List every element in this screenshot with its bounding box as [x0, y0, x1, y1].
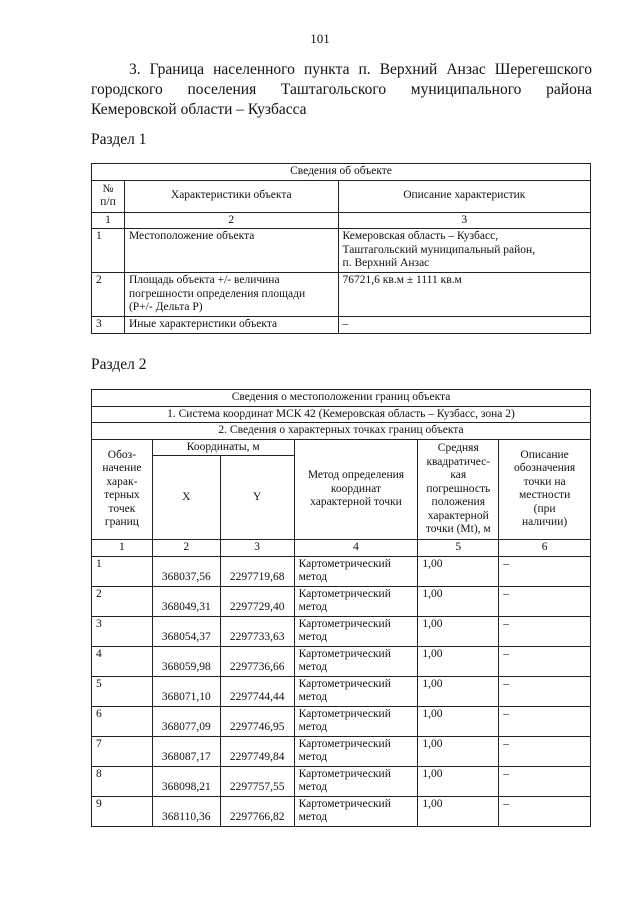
coord-y: 2297719,68 — [220, 556, 294, 586]
point-number: 3 — [92, 616, 153, 646]
coord-x: 368077,09 — [152, 706, 220, 736]
characteristic-description: – — [338, 317, 590, 334]
coord-x: 368071,10 — [152, 676, 220, 706]
coord-x: 368049,31 — [152, 586, 220, 616]
point-method: Картометрический метод — [294, 766, 418, 796]
characteristic-description: 76721,6 кв.м ± 1111 кв.м — [338, 273, 590, 317]
point-number: 5 — [92, 676, 153, 706]
point-method: Картометрический метод — [294, 706, 418, 736]
point-description: – — [499, 676, 591, 706]
point-method: Картометрический метод — [294, 646, 418, 676]
col-index: 1 — [92, 212, 125, 229]
point-number: 8 — [92, 766, 153, 796]
point-description: – — [499, 586, 591, 616]
coord-x: 368110,36 — [152, 796, 220, 826]
col-header-error: Средняя квадратичес- кая погрешность положения характерной точки (Mt), м — [418, 439, 499, 540]
object-info-row — [92, 317, 591, 334]
boundary-point-row — [92, 736, 591, 766]
point-method: Картометрический метод — [294, 556, 418, 586]
coord-x: 368098,21 — [152, 766, 220, 796]
col-header-y: Y — [220, 456, 294, 540]
characteristic-name: Площадь объекта +/- величина погрешности определения площади (Р+/- Дельта Р) — [124, 273, 338, 317]
point-error: 1,00 — [418, 556, 499, 586]
col-header-coordinates: Координаты, м — [152, 439, 294, 456]
point-description: – — [499, 556, 591, 586]
point-description: – — [499, 616, 591, 646]
col-index: 5 — [418, 540, 499, 557]
coord-y: 2297744,44 — [220, 676, 294, 706]
col-index: 4 — [294, 540, 418, 557]
characteristic-description: Кемеровская область – Кузбасс, Таштагольский муниципальный район, п. Верхний Анзас — [338, 229, 590, 273]
point-number: 1 — [92, 556, 153, 586]
point-error: 1,00 — [418, 586, 499, 616]
col-index: 3 — [338, 212, 590, 229]
boundary-point-rows — [92, 556, 591, 826]
point-error: 1,00 — [418, 736, 499, 766]
point-error: 1,00 — [418, 796, 499, 826]
col-header-point-description: Описание обозначения точки на местности (при наличии) — [499, 439, 591, 540]
point-number: 7 — [92, 736, 153, 766]
point-description: – — [499, 736, 591, 766]
point-method: Картометрический метод — [294, 586, 418, 616]
coordinate-system: 1. Система координат МСК 42 (Кемеровская область – Кузбасс, зона 2) — [92, 406, 591, 423]
col-header-number: № п/п — [92, 180, 125, 212]
point-method: Картометрический метод — [294, 736, 418, 766]
col-index: 2 — [152, 540, 220, 557]
col-index: 3 — [220, 540, 294, 557]
row-number: 1 — [92, 229, 125, 273]
boundary-point-row — [92, 706, 591, 736]
coord-y: 2297766,82 — [220, 796, 294, 826]
point-error: 1,00 — [418, 676, 499, 706]
object-info-row — [92, 229, 591, 273]
col-header-description: Описание характеристик — [338, 180, 590, 212]
coord-x: 368037,56 — [152, 556, 220, 586]
col-header-characteristics: Характеристики объекта — [124, 180, 338, 212]
point-number: 6 — [92, 706, 153, 736]
object-info-row — [92, 273, 591, 317]
coord-y: 2297746,95 — [220, 706, 294, 736]
boundary-point-row — [92, 646, 591, 676]
coord-y: 2297749,84 — [220, 736, 294, 766]
point-method: Картометрический метод — [294, 676, 418, 706]
coord-y: 2297729,40 — [220, 586, 294, 616]
point-description: – — [499, 766, 591, 796]
point-number: 4 — [92, 646, 153, 676]
point-method: Картометрический метод — [294, 796, 418, 826]
coord-y: 2297733,63 — [220, 616, 294, 646]
object-info-title: Сведения об объекте — [92, 164, 591, 181]
boundary-point-row — [92, 586, 591, 616]
point-error: 1,00 — [418, 616, 499, 646]
col-index: 2 — [124, 212, 338, 229]
coord-x: 368054,37 — [152, 616, 220, 646]
boundary-point-row — [92, 556, 591, 586]
col-header-designation: Обоз- начение харак- терных точек границ — [92, 439, 153, 540]
row-number: 2 — [92, 273, 125, 317]
coord-x: 368059,98 — [152, 646, 220, 676]
point-method: Картометрический метод — [294, 616, 418, 646]
document-heading: 3. Граница населенного пункта п. Верхний Анзас Шерегешского городского поселения Таштагольского муниципального района Кемеровской области – Кузбасса — [91, 61, 592, 118]
point-error: 1,00 — [418, 766, 499, 796]
characteristic-name: Иные характеристики объекта — [124, 317, 338, 334]
point-description: – — [499, 706, 591, 736]
point-number: 9 — [92, 796, 153, 826]
boundary-point-row — [92, 766, 591, 796]
col-index: 1 — [92, 540, 153, 557]
object-info-rows — [92, 229, 591, 334]
point-error: 1,00 — [418, 646, 499, 676]
coord-y: 2297757,55 — [220, 766, 294, 796]
points-info-title: 2. Сведения о характерных точках границ объекта — [92, 423, 591, 440]
point-description: – — [499, 796, 591, 826]
section-2-title: Раздел 2 — [91, 356, 147, 373]
col-header-method: Метод определения координат характерной точки — [294, 439, 418, 540]
page-number: 101 — [310, 31, 330, 46]
boundary-point-row — [92, 676, 591, 706]
col-index: 6 — [499, 540, 591, 557]
point-number: 2 — [92, 586, 153, 616]
boundary-points-table — [91, 389, 591, 827]
boundary-point-row — [92, 796, 591, 826]
coord-y: 2297736,66 — [220, 646, 294, 676]
coord-x: 368087,17 — [152, 736, 220, 766]
characteristic-name: Местоположение объекта — [124, 229, 338, 273]
col-header-x: X — [152, 456, 220, 540]
boundary-point-row — [92, 616, 591, 646]
point-description: – — [499, 646, 591, 676]
section-1-title: Раздел 1 — [91, 131, 147, 148]
location-info-title: Сведения о местоположении границ объекта — [92, 390, 591, 407]
object-info-table — [91, 163, 591, 334]
row-number: 3 — [92, 317, 125, 334]
point-error: 1,00 — [418, 706, 499, 736]
